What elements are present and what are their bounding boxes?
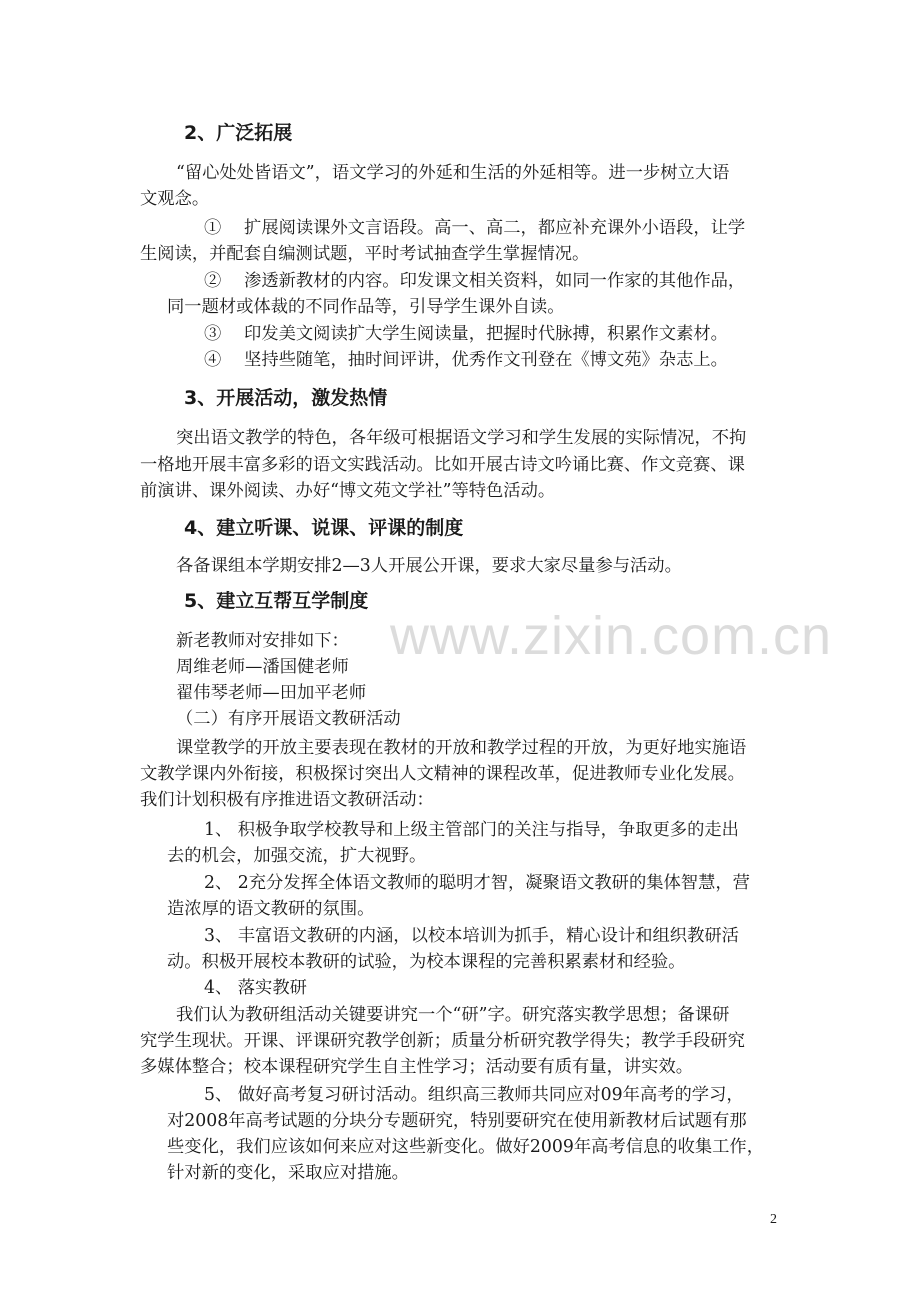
- paragraph-line: 前演讲、课外阅读、办好“博文苑文学社”等特色活动。: [140, 481, 556, 501]
- list-item-line: 2、 2充分发挥全体语文教师的聪明才智，凝聚语文教研的集体智慧，营: [204, 873, 750, 893]
- list-item-line: 3、 丰富语文教研的内涵，以校本培训为抓手，精心设计和组织教研活: [204, 926, 739, 946]
- paragraph-line: 文观念。: [140, 189, 210, 209]
- heading-4: 4、建立听课、说课、评课的制度: [184, 517, 464, 539]
- list-item-line: 5、 做好高考复习研讨活动。组织高三教师共同应对09年高考的学习，: [204, 1085, 744, 1105]
- list-item-line: 对2008年高考试题的分块分专题研究，特别要研究在使用新教材后试题有那: [167, 1111, 747, 1131]
- heading-2: 2、广泛拓展: [184, 122, 293, 144]
- list-item-line: 4、 落实教研: [204, 978, 307, 998]
- page-number: 2: [770, 1212, 777, 1227]
- paragraph-line: 突出语文教学的特色，各年级可根据语文学习和学生发展的实际情况，不拘: [176, 428, 747, 448]
- paragraph-line: 翟伟琴老师—田加平老师: [176, 683, 367, 703]
- list-item-line: 生阅读，并配套自编测试题，平时考试抽查学生掌握情况。: [140, 244, 590, 264]
- paragraph-line: “留心处处皆语文”，语文学习的外延和生活的外延相等。进一步树立大语: [176, 163, 730, 183]
- paragraph-line: 课堂教学的开放主要表现在教材的开放和教学过程的开放，为更好地实施语: [176, 738, 747, 758]
- heading-3: 3、开展活动，激发热情: [184, 387, 388, 409]
- paragraph-line: 一格地开展丰富多彩的语文实践活动。比如开展古诗文吟诵比赛、作文竞赛、课: [140, 455, 745, 475]
- paragraph-line: 我们认为教研组活动关键要讲究一个“研”字。研究落实教学思想；备课研: [176, 1005, 730, 1025]
- paragraph-line: 多媒体整合；校本课程研究学生自主性学习；活动要有质有量，讲实效。: [140, 1057, 694, 1077]
- watermark: www.zixin.com.cn: [390, 606, 833, 666]
- paragraph-line: 我们计划积极有序推进语文教研活动：: [140, 790, 434, 810]
- paragraph-line: 文教学课内外衔接，积极探讨突出人文精神的课程改革，促进教师专业化发展。: [140, 764, 745, 784]
- list-item-line: ② 渗透新教材的内容。印发课文相关资料，如同一作家的其他作品，: [204, 271, 746, 291]
- list-item-line: 同一题材或体裁的不同作品等，引导学生课外自读。: [167, 297, 565, 317]
- list-item-line: 动。积极开展校本教研的试验，为校本课程的完善积累素材和经验。: [167, 952, 686, 972]
- list-item-line: ③ 印发美文阅读扩大学生阅读量，把握时代脉搏，积累作文素材。: [204, 324, 728, 344]
- list-item-line: 去的机会，加强交流，扩大视野。: [167, 846, 427, 866]
- paragraph-line: 各备课组本学期安排2—3人开展公开课，要求大家尽量参与活动。: [176, 556, 682, 576]
- paragraph-line: 周维老师—潘国健老师: [176, 657, 349, 677]
- paragraph-line: 新老教师对安排如下：: [176, 631, 349, 651]
- list-item-line: 造浓厚的语文教研的氛围。: [167, 899, 375, 919]
- subsection-title: （二）有序开展语文教研活动: [176, 709, 401, 729]
- list-item-line: ④ 坚持些随笔，抽时间评讲，优秀作文刊登在《博文苑》杂志上。: [204, 350, 728, 370]
- list-item-line: ① 扩展阅读课外文言语段。高一、高二，都应补充课外小语段，让学: [204, 218, 746, 238]
- paragraph-line: 究学生现状。开课、评课研究教学创新；质量分析研究教学得失；教学手段研究: [140, 1031, 745, 1051]
- heading-5: 5、建立互帮互学制度: [184, 590, 369, 612]
- list-item-line: 些变化，我们应该如何来应对这些新变化。做好2009年高考信息的收集工作，: [167, 1137, 764, 1157]
- list-item-line: 针对新的变化，采取应对措施。: [167, 1163, 409, 1183]
- list-item-line: 1、 积极争取学校教导和上级主管部门的关注与指导，争取更多的走出: [204, 820, 739, 840]
